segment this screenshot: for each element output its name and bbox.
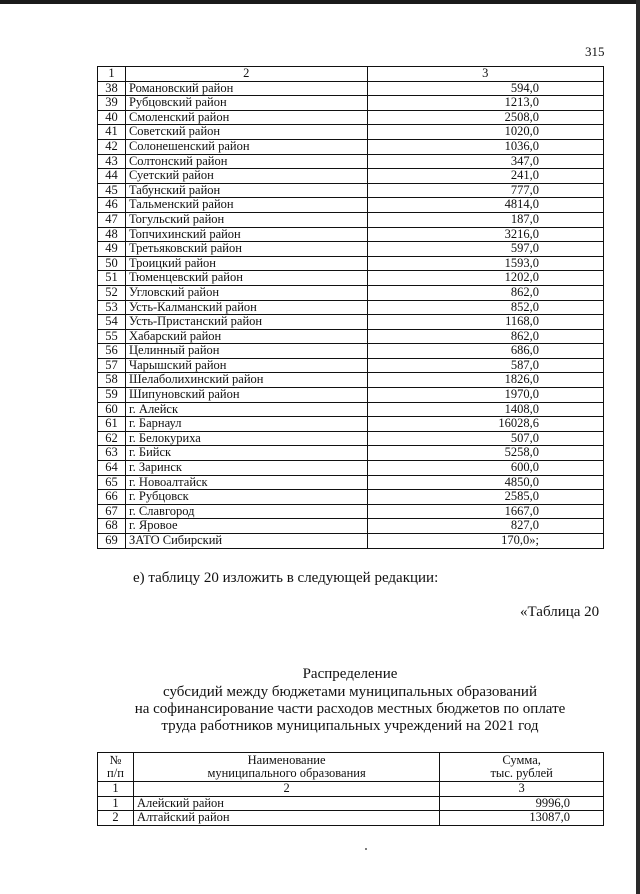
row-number: 63 [98,446,126,461]
row-name: г. Алейск [125,402,367,417]
row-number: 50 [98,256,126,271]
table-row [98,271,604,286]
row-value: 1036,0 [367,139,603,154]
row-name: Угловский район [125,285,367,300]
title-line-4: труда работников муниципальных учреждений на 2021 год [161,718,539,734]
row-value: 170,0»; [367,534,603,549]
table-label: «Таблица 20 [520,604,600,620]
row-value: 2508,0 [367,110,603,125]
row-name: Суетский район [125,169,367,184]
header-number [98,753,134,782]
table-row [98,388,604,403]
row-value: 5258,0 [367,446,603,461]
table-subsidies-continued [97,66,604,549]
table-row [98,81,604,96]
row-number: 57 [98,358,126,373]
row-value: 187,0 [367,212,603,227]
header-name [133,753,439,782]
table-row [98,212,604,227]
index-cell-2: 2 [133,782,439,797]
row-number: 1 [98,796,134,811]
row-name: г. Барнаул [125,417,367,432]
row-name: г. Новоалтайск [125,475,367,490]
page-number: 315 [585,44,605,59]
row-number: 2 [98,811,134,826]
row-number: 39 [98,96,126,111]
row-value: 600,0 [367,461,603,476]
row-number: 59 [98,388,126,403]
row-name: г. Яровое [125,519,367,534]
table-row [98,811,604,826]
row-name: Шипуновский район [125,388,367,403]
row-name: Топчихинский район [125,227,367,242]
row-number: 53 [98,300,126,315]
row-name: Целинный район [125,344,367,359]
row-number: 38 [98,81,126,96]
row-value: 852,0 [367,300,603,315]
table-row [98,344,604,359]
table-row [98,796,604,811]
table-body [98,81,604,548]
row-number: 52 [98,285,126,300]
row-number: 48 [98,227,126,242]
table-row [98,446,604,461]
row-name: Шелаболихинский район [125,373,367,388]
row-number: 49 [98,242,126,257]
header-sum-line1: Сумма, [502,753,541,767]
row-name: Романовский район [125,81,367,96]
table-row [98,504,604,519]
header-sum [440,753,604,782]
row-number: 61 [98,417,126,432]
row-value: 241,0 [367,169,603,184]
table-row [98,329,604,344]
table2-index-row [98,782,604,797]
row-value: 16028,6 [367,417,603,432]
row-number: 62 [98,431,126,446]
row-name: Усть-Калманский район [125,300,367,315]
table-header-row [98,67,604,82]
table2-header-row [98,753,604,782]
row-value: 1826,0 [367,373,603,388]
row-value: 507,0 [367,431,603,446]
row-number: 46 [98,198,126,213]
row-name: Рубцовский район [125,96,367,111]
row-value: 1667,0 [367,504,603,519]
row-name: Смоленский район [125,110,367,125]
index-cell-3: 3 [440,782,604,797]
row-value: 1202,0 [367,271,603,286]
row-name: Солтонский район [125,154,367,169]
header-sum-line2: тыс. рублей [490,766,553,780]
row-value: 4850,0 [367,475,603,490]
header-name-line2: муниципального образования [207,766,366,780]
row-value: 827,0 [367,519,603,534]
row-value: 3216,0 [367,227,603,242]
table-row [98,519,604,534]
row-number: 56 [98,344,126,359]
table-row [98,373,604,388]
row-name: г. Бийск [125,446,367,461]
row-name: Алейский район [133,796,439,811]
row-name: Табунский район [125,183,367,198]
table-row [98,227,604,242]
row-number: 54 [98,315,126,330]
table-row [98,300,604,315]
row-name: Чарышский район [125,358,367,373]
row-value: 862,0 [367,329,603,344]
row-value: 13087,0 [440,811,604,826]
scan-speck [365,848,367,850]
row-name: г. Славгород [125,504,367,519]
row-value: 1970,0 [367,388,603,403]
row-number: 43 [98,154,126,169]
table-row [98,139,604,154]
row-value: 594,0 [367,81,603,96]
table-row [98,198,604,213]
row-value: 9996,0 [440,796,604,811]
table-row [98,475,604,490]
table-row [98,242,604,257]
table-title [100,666,600,735]
row-value: 686,0 [367,344,603,359]
header-number-line1: № [109,753,122,767]
header-name-line1: Наименование [247,753,326,767]
header-cell-3: 3 [367,67,603,82]
row-number: 58 [98,373,126,388]
table-row [98,417,604,432]
title-line-2: субсидий между бюджетами муниципальных образований [163,684,537,700]
title-line-3: на софинансирование части расходов местных бюджетов по оплате [134,701,566,717]
row-value: 587,0 [367,358,603,373]
row-value: 1168,0 [367,315,603,330]
row-name: Третьяковский район [125,242,367,257]
header-number-line2: п/п [107,766,124,780]
table-row [98,169,604,184]
table-row [98,125,604,140]
row-number: 60 [98,402,126,417]
row-number: 51 [98,271,126,286]
row-value: 347,0 [367,154,603,169]
row-number: 45 [98,183,126,198]
scan-top-edge [0,0,640,4]
row-number: 55 [98,329,126,344]
row-name: Троицкий район [125,256,367,271]
header-cell-1: 1 [98,67,126,82]
header-cell-2: 2 [125,67,367,82]
row-number: 42 [98,139,126,154]
table-row [98,183,604,198]
row-name: Хабарский район [125,329,367,344]
row-value: 597,0 [367,242,603,257]
table-row [98,358,604,373]
row-name: г. Белокуриха [125,431,367,446]
table-row [98,490,604,505]
table-row [98,285,604,300]
row-name: Тюменцевский район [125,271,367,286]
row-name: ЗАТО Сибирский [125,534,367,549]
row-number: 67 [98,504,126,519]
row-value: 1020,0 [367,125,603,140]
table-row [98,534,604,549]
table-row [98,431,604,446]
table-20 [97,752,604,826]
row-number: 47 [98,212,126,227]
index-cell-1: 1 [98,782,134,797]
row-number: 40 [98,110,126,125]
row-value: 777,0 [367,183,603,198]
table-row [98,256,604,271]
row-value: 1408,0 [367,402,603,417]
row-name: Советский район [125,125,367,140]
amendment-paragraph: е) таблицу 20 изложить в следующей редакции: [133,570,439,586]
table-row [98,154,604,169]
row-number: 44 [98,169,126,184]
row-name: Алтайский район [133,811,439,826]
table-row [98,461,604,476]
row-number: 68 [98,519,126,534]
row-name: г. Рубцовск [125,490,367,505]
row-number: 66 [98,490,126,505]
row-number: 65 [98,475,126,490]
row-name: г. Заринск [125,461,367,476]
table-row [98,315,604,330]
row-value: 862,0 [367,285,603,300]
row-name: Солонешенский район [125,139,367,154]
scan-right-edge [636,0,640,894]
row-value: 2585,0 [367,490,603,505]
row-name: Усть-Пристанский район [125,315,367,330]
row-name: Тальменский район [125,198,367,213]
title-line-1: Распределение [302,666,398,682]
table-row [98,110,604,125]
row-number: 41 [98,125,126,140]
row-value: 1213,0 [367,96,603,111]
table-row [98,96,604,111]
row-value: 4814,0 [367,198,603,213]
row-number: 69 [98,534,126,549]
table-row [98,402,604,417]
row-name: Тогульский район [125,212,367,227]
row-value: 1593,0 [367,256,603,271]
row-number: 64 [98,461,126,476]
